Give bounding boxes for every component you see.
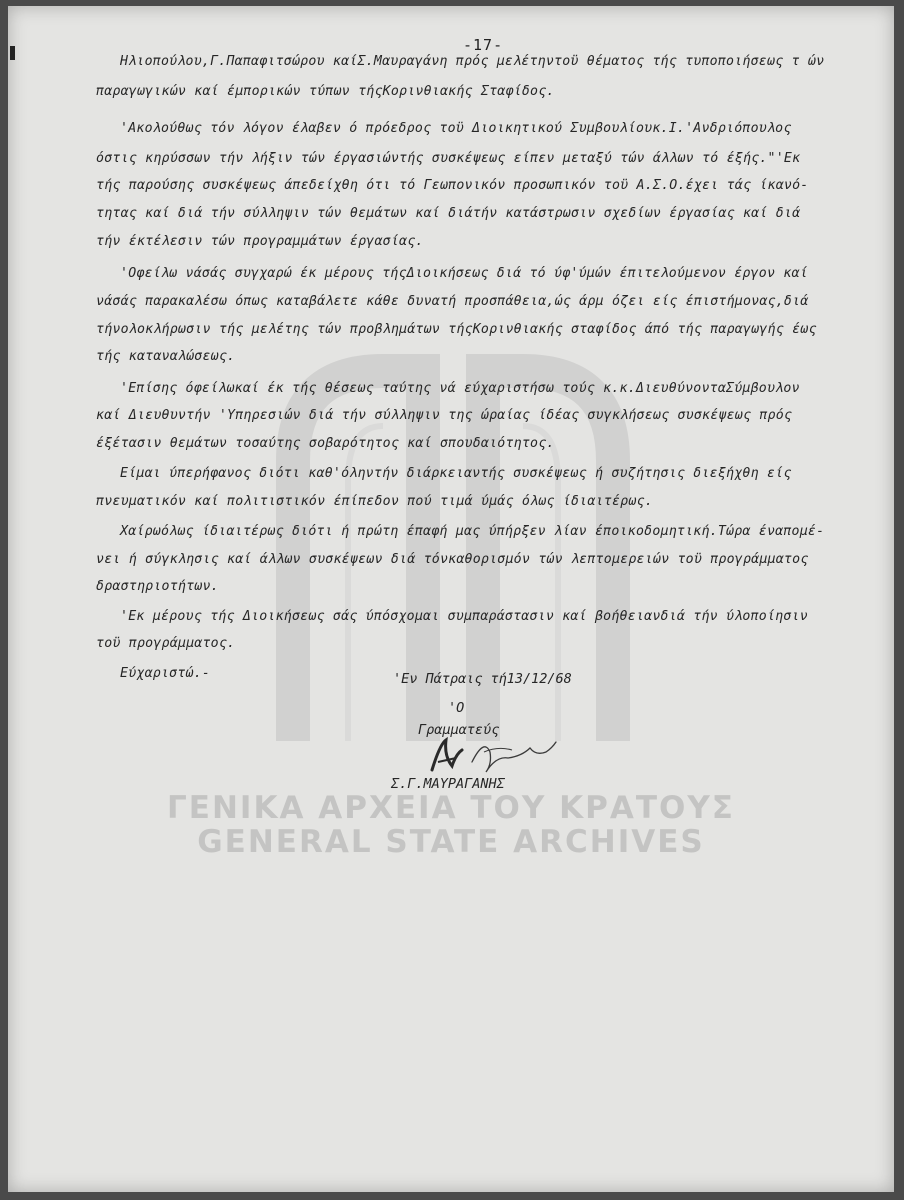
body-line-16: πνευματικόν καί πολιτιστικόν έπίπεδον πού τιμά ύμάς όλως ίδιαιτέρως. [96, 494, 653, 509]
signature-role: Γραμματεύς [418, 722, 500, 738]
signatory-name: Σ.Γ.ΜΑΥΡΑΓΑΝΗΣ [391, 776, 505, 792]
signature-article: 'Ο [448, 700, 465, 716]
place-date: 'Εν Πάτραις τή13/12/68 [393, 671, 572, 687]
body-line-1: Ηλιοπούλου,Γ.Παπαφιτσώρου καίΣ.Μαυραγάνη πρός μελέτηντοϋ θέματος τής τυποποιήσεως τ ών [120, 54, 825, 69]
watermark-greek: ΓΕΝΙΚΑ ΑΡΧΕΙΑ ΤΟΥ ΚΡΑΤΟΥΣ [167, 790, 735, 826]
watermark-english: GENERAL STATE ARCHIVES [197, 824, 705, 860]
body-line-12: 'Επίσης όφείλωκαί έκ τής θέσεως ταύτης νά εύχαριστήσω τούς κ.κ.ΔιευθύνονταΣύμβουλον [120, 381, 800, 396]
body-line-18: νει ή σύγκλησις καί άλλων συσκέψεων διά τόνκαθορισμόν τών λεπτομερειών τοϋ προγράμματος [96, 552, 809, 567]
body-line-10: τήνολοκλήρωσιν τής μελέτης τών προβλημάτων τήςΚορινθιακής σταφίδος άπό τής παραγωγής έως [96, 322, 817, 337]
body-line-6: τητας καί διά τήν σύλληψιν τών θεμάτων καί διάτήν κατάστρωσιν σχεδίων έργασίας καί διά [96, 206, 801, 221]
page-number: -17- [463, 36, 504, 54]
body-line-7: τήν έκτέλεσιν τών προγραμμάτων έργασίας. [96, 234, 424, 249]
archive-logo-watermark [253, 341, 653, 751]
handwritten-signature [426, 734, 566, 778]
body-line-13: καί Διευθυντήν 'Υπηρεσιών διά τήν σύλληψιν της ώραίας ίδέας συγκλήσεως συσκέψεως πρός [96, 408, 793, 423]
body-line-2: παραγωγικών καί έμπορικών τύπων τήςΚορινθιακής Σταφίδος. [96, 84, 555, 99]
body-line-17: Χαίρωόλως ίδιαιτέρως διότι ή πρώτη έπαφή μας ύπήρξεν λίαν έποικοδομητική.Τώρα έναπομέ- [120, 524, 825, 539]
body-line-8: 'Οφείλω νάσάς συγχαρώ έκ μέρους τήςΔιοικήσεως διά τό ύφ'ύμών έπιτελούμενον έργον καί [120, 266, 808, 281]
body-line-21: τοϋ προγράμματος. [96, 636, 236, 651]
body-line-9: νάσάς παρακαλέσω όπως καταβάλετε κάθε δυνατή προσπάθεια,ώς άρμ όζει είς έπιστήμονας,διά [96, 294, 809, 309]
body-line-14: έξέτασιν θεμάτων τοσαύτης σοβαρότητος καί σπουδαιότητος. [96, 436, 555, 451]
scan-corner-mark [10, 46, 15, 60]
body-line-5: τής παρούσης συσκέψεως άπεδείχθη ότι τό Γεωπονικόν προσωπικόν τοϋ Α.Σ.Ο.έχει τάς ίκανό- [96, 178, 809, 193]
body-line-3: 'Ακολούθως τόν λόγον έλαβεν ό πρόεδρος τοϋ Διοικητικού Συμβουλίουκ.Ι.'Ανδριόπουλος [120, 121, 792, 136]
closing-thanks: Εύχαριστώ.- [120, 666, 211, 681]
body-line-15: Είμαι ύπερήφανος διότι καθ'όληντήν διάρκειαντής συσκέψεως ή συζήτησις διεξήχθη είς [120, 466, 792, 481]
body-line-4: όστις κηρύσσων τήν λήξιν τών έργασιώντής συσκέψεως είπεν μεταξύ τών άλλων τό έξής."'Εκ [96, 151, 801, 166]
body-line-19: δραστηριοτήτων. [96, 579, 219, 594]
body-line-11: τής καταναλώσεως. [96, 349, 236, 364]
document-page [8, 6, 894, 1192]
body-line-20: 'Εκ μέρους τής Διοικήσεως σάς ύπόσχομαι συμπαράστασιν καί βοήθειανδιά τήν ύλοποίησιν [120, 609, 808, 624]
